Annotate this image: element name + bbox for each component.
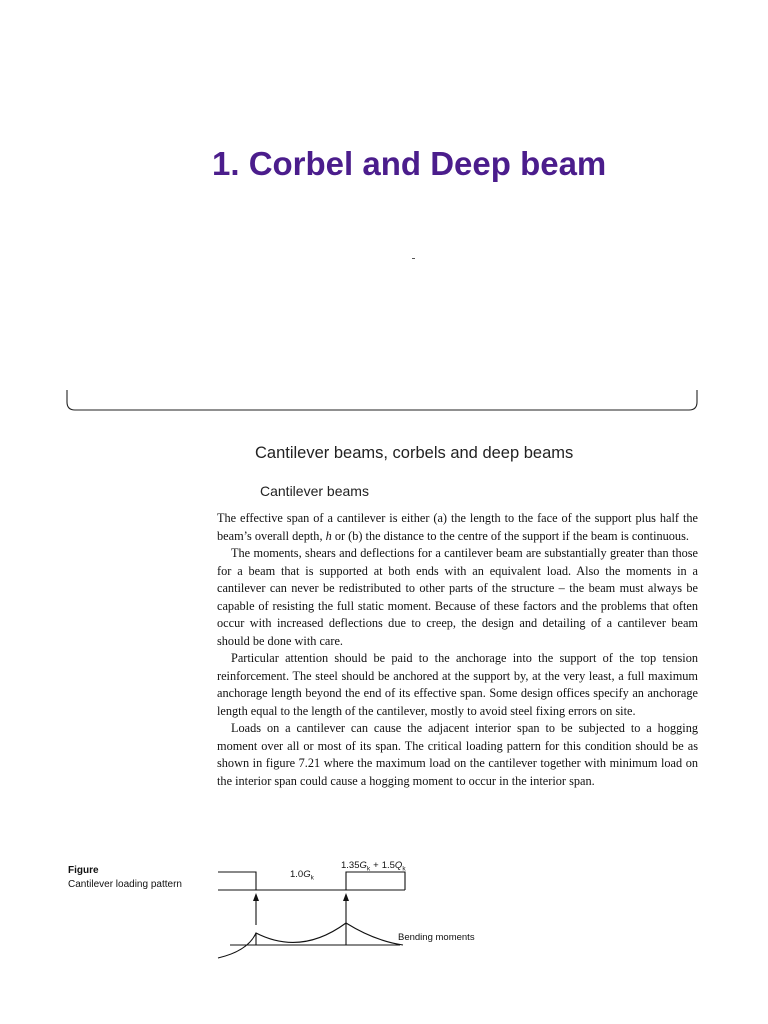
left-arrow-head — [253, 893, 259, 901]
section-divider-bracket — [66, 390, 698, 412]
right-arrow-head — [343, 893, 349, 901]
bending-moments-label: Bending moments — [398, 932, 475, 943]
subsection-heading: Cantilever beams — [260, 483, 369, 499]
figure-label: Figure — [68, 865, 99, 876]
cantilever-loading-diagram — [210, 855, 510, 965]
figure-caption — [68, 864, 182, 891]
interior-load-label: $1.0G_k$ — [290, 869, 314, 882]
small-dash-mark — [412, 258, 415, 259]
bending-moment-curve — [218, 923, 403, 958]
section-heading: Cantilever beams, corbels and deep beams — [255, 444, 574, 462]
cantilever-load-label: $1.35G_k + 1.5Q_k$ — [341, 860, 406, 873]
paragraph-text: or (b) the distance to the centre of the support if the beam is continuous. — [331, 528, 689, 543]
paragraph-anchorage: Particular attention should be paid to the anchorage into the support of the top tension reinforcement. The steel should be anchored at the support by, at the very least, a full maximum anchorage length beyond the end of its effective span. Some design offices specify an anchorage length equal to the length of the cantilever, mostly to avoid steel fixing errors on site. — [217, 651, 698, 718]
cantilever-load-block — [346, 872, 405, 890]
chapter-title: 1. Corbel and Deep beam — [212, 145, 607, 182]
body-text — [217, 510, 698, 790]
depth-symbol: h — [325, 528, 332, 543]
figure-caption-text: Cantilever loading pattern — [68, 878, 182, 890]
paragraph-effective-span — [217, 510, 698, 545]
paragraph-hogging-moment: Loads on a cantilever can cause the adjacent interior span to be subjected to a hogging moment over all or most of its span. The critical loading pattern for this condition should be as shown in figure 7.21 where the maximum load on the cantilever together with minimum load on the interior span could cause a hogging moment to occur in the interior span. — [217, 721, 698, 788]
paragraph-moments-shears: The moments, shears and deflections for a cantilever beam are substantially greater than those for a beam that is supported at both ends with an equivalent load. Also the moments in a cantilever can never be redistributed to other parts of the structure – the beam must always be capable of resisting the full static moment. Because of these factors and the problems that often occur with increased deflections due to creep, the design and detailing of a cantilever beam should be done with care. — [217, 546, 698, 648]
interior-span-load-block — [218, 872, 256, 890]
paragraph-text: The effective span of a cantilever is either (a) the length to the face of the support plus half the beam’s overall depth, — [217, 511, 698, 543]
